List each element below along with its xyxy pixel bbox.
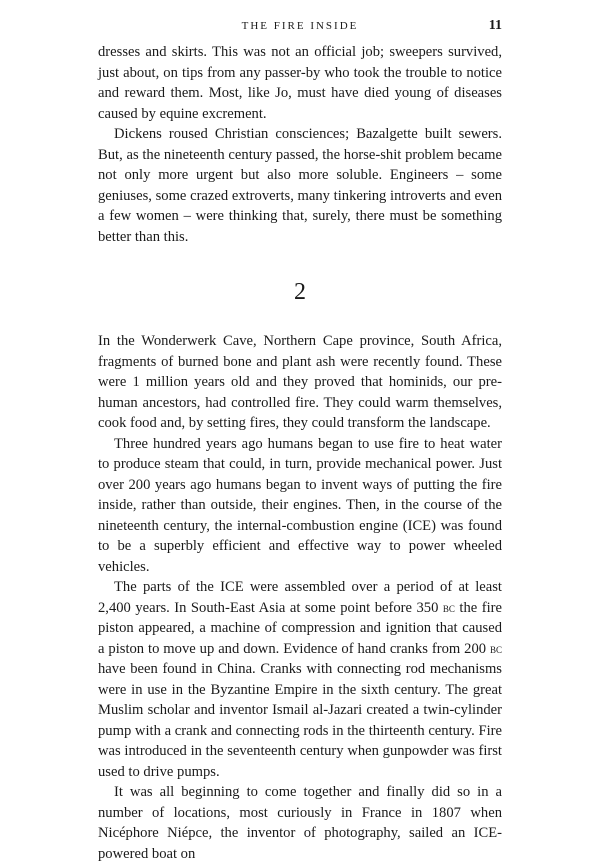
- body-text: [98, 42, 502, 864]
- running-head: [98, 20, 502, 38]
- text-run: the fire piston appeared, a machine of compression and ignition that caused a piston to move up and down. Evidence of hand cranks from 200: [98, 599, 502, 657]
- running-title: THE FIRE INSIDE: [241, 20, 359, 32]
- paragraph: Dickens roused Christian consciences; Bazalgette built sewers. But, as the nineteenth century passed, the horse-shit problem became not only more urgent but also more soluble. Engineers – some geniuses, some crazed extroverts, many tinkering introverts and even a few women – were thinking that, surely, there must be something better than this.: [98, 126, 502, 245]
- paragraph: It was all beginning to come together and finally did so in a number of locations, most curiously in France in 1807 when Nicéphore Niépce, the inventor of photography, sailed an ICE-powered boat on: [98, 784, 502, 862]
- paragraph: dresses and skirts. This was not an official job; sweepers survived, just about, on tips from any passer-by who took the trouble to notice and reward them. Most, like Jo, must have died young of diseases caused by equine excrement.: [98, 44, 502, 122]
- section-number: 2: [294, 279, 306, 305]
- page-number: 11: [488, 18, 502, 33]
- text-run: The parts of the ICE were assembled over a period of at least 2,400 years. In South-East Asia at some point before 350: [98, 579, 502, 616]
- era-abbreviation: bc: [489, 641, 502, 656]
- paragraph: Three hundred years ago humans began to use fire to heat water to produce steam that could, in turn, provide mechanical power. Just over 200 years ago humans began to invent ways of putting the fire inside, rather than outside, their engines. Then, in the course of the nineteenth century, the internal-combustion engine (ICE) was found to be a superbly efficient and effective way to power wheeled vehicles.: [98, 435, 502, 575]
- paragraph: [98, 577, 502, 782]
- era-abbreviation: bc: [442, 600, 455, 615]
- paragraph: In the Wonderwerk Cave, Northern Cape province, South Africa, fragments of burned bone and plant ash were recently found. These were 1 million years old and they proved that hominids, our pre-human ancestors, had controlled fire. They could warm themselves, cook food and, by setting fires, they could transform the landscape.: [98, 333, 502, 431]
- text-run: have been found in China. Cranks with connecting rod mechanisms were in use in the Byzantine Empire in the sixth century. The great Muslim scholar and inventor Ismail al-Jazari created a twin-cylinder pump with a crank and connecting rods in the thirteenth century. Fire was introduced in the seventeenth century when gunpowder was first used to drive pumps.: [98, 661, 502, 780]
